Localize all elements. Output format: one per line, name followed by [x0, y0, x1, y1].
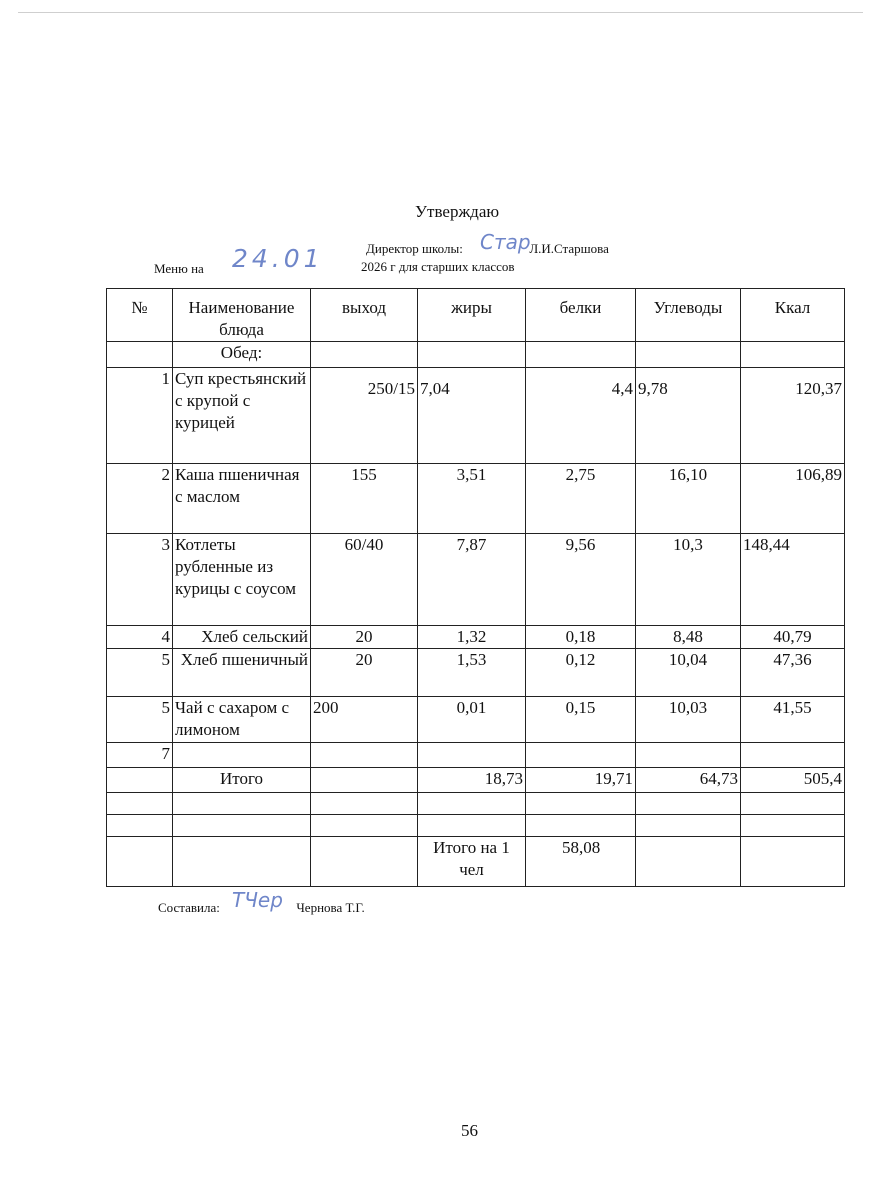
row-name [173, 743, 311, 768]
composed-signature: ТЧер [232, 888, 283, 912]
row-num: 4 [107, 626, 173, 649]
row-num: 3 [107, 534, 173, 626]
row-protein: 0,15 [526, 697, 636, 743]
row-name: Хлеб пшеничный [173, 649, 311, 697]
row-protein: 0,12 [526, 649, 636, 697]
composed-label: Составила: [158, 900, 220, 915]
row-yield: 60/40 [311, 534, 418, 626]
total-carbs: 64,73 [636, 768, 741, 793]
row-fat: 0,01 [418, 697, 526, 743]
row-name: Чай с сахаром с лимоном [173, 697, 311, 743]
row-carbs: 9,78 [636, 368, 741, 464]
row-kcal: 120,37 [741, 368, 845, 464]
row-fat: 3,51 [418, 464, 526, 534]
header-carbs: Углеводы [636, 289, 741, 342]
menu-label: Меню на [154, 261, 204, 276]
row-num: 1 [107, 368, 173, 464]
row-protein: 0,18 [526, 626, 636, 649]
row-fat: 7,87 [418, 534, 526, 626]
row-num: 5 [107, 697, 173, 743]
table-row [107, 464, 845, 534]
row-yield: 155 [311, 464, 418, 534]
row-carbs: 10,3 [636, 534, 741, 626]
row-protein [526, 743, 636, 768]
per-person-label: Итого на 1 чел [418, 837, 526, 887]
row-protein: 9,56 [526, 534, 636, 626]
row-carbs [636, 743, 741, 768]
menu-table [106, 288, 845, 887]
table-row [107, 368, 845, 464]
row-kcal: 40,79 [741, 626, 845, 649]
row-protein: 2,75 [526, 464, 636, 534]
approval-title: Утверждаю [415, 202, 500, 221]
table-row [107, 649, 845, 697]
row-carbs: 10,04 [636, 649, 741, 697]
row-yield: 200 [311, 697, 418, 743]
row-name: Хлеб сельский [173, 626, 311, 649]
header-kcal: Ккал [741, 289, 845, 342]
director-label: Директор школы: [366, 241, 463, 256]
row-kcal: 41,55 [741, 697, 845, 743]
table-header-row [107, 289, 845, 342]
row-kcal: 106,89 [741, 464, 845, 534]
table-row [107, 626, 845, 649]
director-signature: Стар [480, 230, 531, 254]
per-person-row [107, 837, 845, 887]
section-label: Обед: [173, 342, 311, 368]
page-number: 56 [461, 1121, 478, 1140]
per-person-value: 58,08 [526, 837, 636, 887]
composed-name: Чернова Т.Г. [296, 900, 365, 915]
scan-edge-line [18, 12, 863, 13]
row-name: Котлеты рубленные из курицы с соусом [173, 534, 311, 626]
header-protein: белки [526, 289, 636, 342]
section-row [107, 342, 845, 368]
header-num: № [107, 289, 173, 342]
row-yield [311, 743, 418, 768]
table-row [107, 743, 845, 768]
total-row [107, 768, 845, 793]
row-fat [418, 743, 526, 768]
row-carbs: 16,10 [636, 464, 741, 534]
row-yield: 20 [311, 626, 418, 649]
row-num: 7 [107, 743, 173, 768]
row-kcal [741, 743, 845, 768]
header-yield: выход [311, 289, 418, 342]
row-yield: 250/15 [311, 368, 418, 464]
total-fat: 18,73 [418, 768, 526, 793]
row-num: 5 [107, 649, 173, 697]
row-fat: 1,32 [418, 626, 526, 649]
row-fat: 1,53 [418, 649, 526, 697]
row-protein: 4,4 [526, 368, 636, 464]
total-protein: 19,71 [526, 768, 636, 793]
empty-row [107, 815, 845, 837]
table-row [107, 534, 845, 626]
row-num: 2 [107, 464, 173, 534]
header-fat: жиры [418, 289, 526, 342]
total-label: Итого [173, 768, 311, 793]
row-fat: 7,04 [418, 368, 526, 464]
menu-date-handwritten: 24.01 [232, 244, 324, 273]
row-kcal: 148,44 [741, 534, 845, 626]
row-kcal: 47,36 [741, 649, 845, 697]
table-row [107, 697, 845, 743]
row-carbs: 8,48 [636, 626, 741, 649]
row-carbs: 10,03 [636, 697, 741, 743]
row-name: Каша пшеничная с маслом [173, 464, 311, 534]
header-name: Наименование блюда [173, 289, 311, 342]
row-name: Суп крестьянский с крупой с курицей [173, 368, 311, 464]
row-yield: 20 [311, 649, 418, 697]
director-name: Л.И.Старшова [529, 241, 609, 256]
empty-row [107, 793, 845, 815]
total-kcal: 505,4 [741, 768, 845, 793]
year-line: 2026 г для старших классов [361, 259, 515, 274]
